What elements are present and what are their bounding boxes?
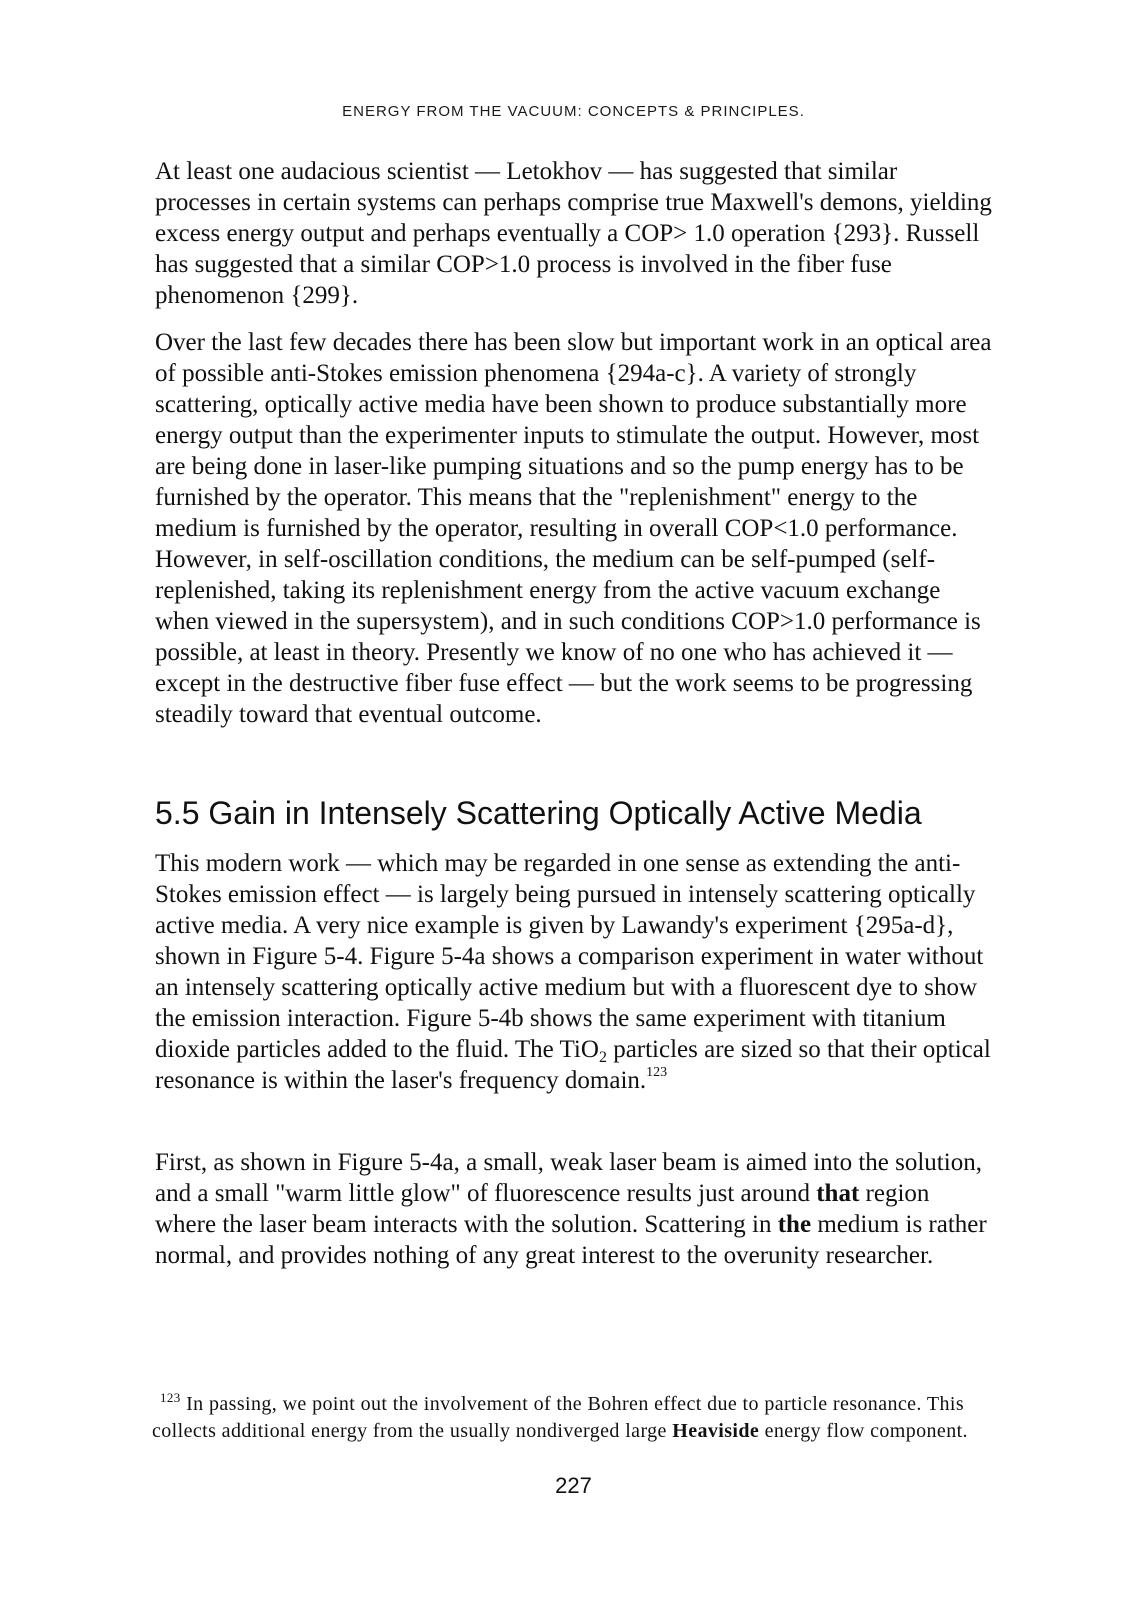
paragraph-warm-glow (155, 1147, 995, 1271)
paragraph-lawandy-experiment (155, 848, 995, 1096)
paragraph-text: medium is rather normal, and provides nothing of any great interest to the overunity researcher. (155, 1211, 987, 1269)
page-number: 227 (555, 1473, 592, 1498)
paragraph-text: First, as shown in Figure 5-4a, a small, weak laser beam is aimed into the solution, and a small "warm little glow" of fluorescence results just around (155, 1149, 982, 1207)
bold-word: that (816, 1180, 860, 1207)
paragraph-text: particles are sized so that their optical resonance is within the laser's frequency domain. (155, 1036, 991, 1094)
formula-subscript: 2 (598, 1049, 607, 1066)
footnote (152, 1391, 972, 1445)
bold-word: the (777, 1211, 812, 1238)
paragraph-text: region where the laser beam interacts with the solution. Scattering in (155, 1180, 930, 1238)
paragraph-text: This modern work — which may be regarded in one sense as extending the anti-Stokes emission effect — is largely being pursued in intensely scattering optically active media. A very nice example is given by Lawandy's experiment {295a-d}, shown in Figure 5-4. Figure 5-4a shows a comparison experiment in water without an intensely scattering optically active medium but with a fluorescent dye to show the emission interaction. Figure 5-4b shows the same experiment with titanium dioxide particles added to the fluid. The (155, 850, 984, 1063)
paragraph-letokhov: At least one audacious scientist — Letokhov — has suggested that similar processes in certain systems can perhaps comprise true Maxwell's demons, yielding excess energy output and perhaps eventually a COP> 1.0 operation {293}. Russell has suggested that a similar COP>1.0 process is involved in the fiber fuse phenomenon {299}. (155, 158, 992, 309)
section-heading: 5.5 Gain in Intensely Scattering Optically Active Media (155, 795, 922, 831)
bold-word: Heaviside (672, 1420, 760, 1442)
running-head: ENERGY FROM THE VACUUM: CONCEPTS & PRINCIPLES. (342, 103, 805, 120)
footnote-text: In passing, we point out the involvement of the Bohren effect due to particle resonance. This collects additional energy from the usually nondiverged large (152, 1393, 965, 1442)
paragraph-anti-stokes: Over the last few decades there has been slow but important work in an optical area of possible anti-Stokes emission phenomena {294a-c}. A variety of strongly scattering, optically active media have been shown to produce substantially more energy output than the experimenter inputs to stimulate the output. However, most are being done in laser-like pumping situations and so the pump energy has to be furnished by the operator. This means that the "replenishment" energy to the medium is furnished by the operator, resulting in overall COP<1.0 performance. However, in self-oscillation conditions, the medium can be self-pumped (self-replenished, taking its replenishment energy from the active vacuum exchange when viewed in the supersystem), and in such conditions COP>1.0 performance is possible, at least in theory. Presently we know of no one who has achieved it — except in the destructive fiber fuse effect — but the work seems to be progressing steadily toward that eventual outcome. (155, 329, 992, 728)
footnote-text: energy flow component. (759, 1420, 968, 1442)
footnote-reference: 123 (646, 1065, 668, 1080)
footnote-marker: 123 (160, 1390, 181, 1405)
chemical-formula: TiO (559, 1036, 599, 1063)
